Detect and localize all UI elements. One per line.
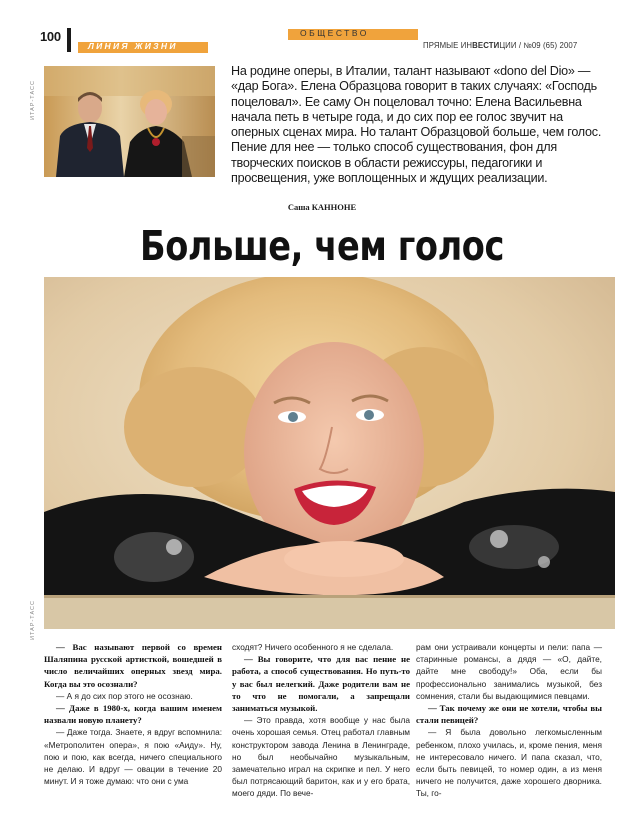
answer-paragraph: — Я была довольно легкомысленным ребенком, плохо училась, и, кроме пения, меня не интересовало ничего. И папа сказал, что, если быть певицей, то номер один, а из меня ничего не получится, даже хорошего дворника. Ты, го- xyxy=(416,727,602,799)
main-photo-credit: ИТАР-ТАСС xyxy=(30,600,36,640)
section-label: ОБЩЕСТВО xyxy=(300,28,369,38)
question-paragraph: — Вы говорите, что для вас пение не работа, а способ существования. Но путь-то у вас был нелегкий. Даже родители вам не то что не помогали, а запрещали заниматься музыкой. xyxy=(232,654,410,714)
answer-paragraph: рам они устраивали концерты и пели: папа — старинные романсы, а дядя — «О, дайте, дайте мне свободу!» Оба, если бы профессионально занимались музыкой, без сомнения, стали бы выдающимися певцами. xyxy=(416,642,602,701)
answer-paragraph: сходят? Ничего особенного я не сделала. xyxy=(232,642,394,652)
byline: Саша КАННОНЕ xyxy=(287,202,357,212)
main-photo xyxy=(44,277,615,629)
issue-line xyxy=(423,41,577,50)
article-column-3 xyxy=(416,641,602,800)
answer-paragraph: — Даже тогда. Знаете, я вдруг вспомнила: «Метрополитен опера», я пою «Аиду». Ну, пою и пою, как всегда, ничего специального не делаю. И вдруг — овации в течение 20 минут. И я тоже думаю: что они с ума xyxy=(44,727,222,787)
page-number: 100 xyxy=(40,29,61,44)
issue-brand: ВЕСТИ xyxy=(472,41,500,50)
lead-paragraph: На родине оперы, в Италии, талант называют «dono del Dio» — «дар Бога». Елена Образцова говорит в таких случаях: «Господь поцеловал». Ее саму Он поцеловал точно: Елена Васильевна начала петь в четыре года, и до сих пор ее голос звучит на оперных сценах мира. Но талант Образцовой больше, чем голос. Пение для нее — только способ существования, фон для творческих поисков в области режиссуры, педагогики и просвещения, уже воплощенных и ждущих реализации. xyxy=(231,64,602,186)
small-photo xyxy=(44,66,215,177)
article-column-1 xyxy=(44,641,222,787)
question-paragraph: — Так почему же они не хотели, чтобы вы стали певицей? xyxy=(416,703,602,726)
issue-suffix: ЦИИ / №09 (65) 2007 xyxy=(499,41,578,50)
question-paragraph: — Вас называют первой со времен Шаляпина русской артисткой, вошедшей в число величайших оперных звезд мира. Когда вы это осознали? xyxy=(44,642,222,689)
small-photo-credit: ИТАР-ТАСС xyxy=(30,80,36,120)
question-paragraph: — Даже в 1980-х, когда вашим именем назвали новую планету? xyxy=(44,703,222,726)
answer-paragraph: — А я до сих пор этого не осознаю. xyxy=(56,690,193,701)
rubric-label: ЛИНИЯ ЖИЗНИ xyxy=(88,41,178,51)
issue-prefix: ПРЯМЫЕ ИН xyxy=(423,41,473,50)
headline: Больше, чем голос xyxy=(139,222,505,270)
answer-paragraph: — Это правда, хотя вообще у нас была очень хорошая семья. Отец работал главным конструктором завода Ленина в Ленинграде, но был необычайно музыкальным, замечательно играл на скрипке и пел. У него был потрясающий баритон, как и у его брата, моего дяди. По вече- xyxy=(232,715,410,799)
page-number-bar xyxy=(67,28,71,52)
article-column-2 xyxy=(232,641,410,800)
